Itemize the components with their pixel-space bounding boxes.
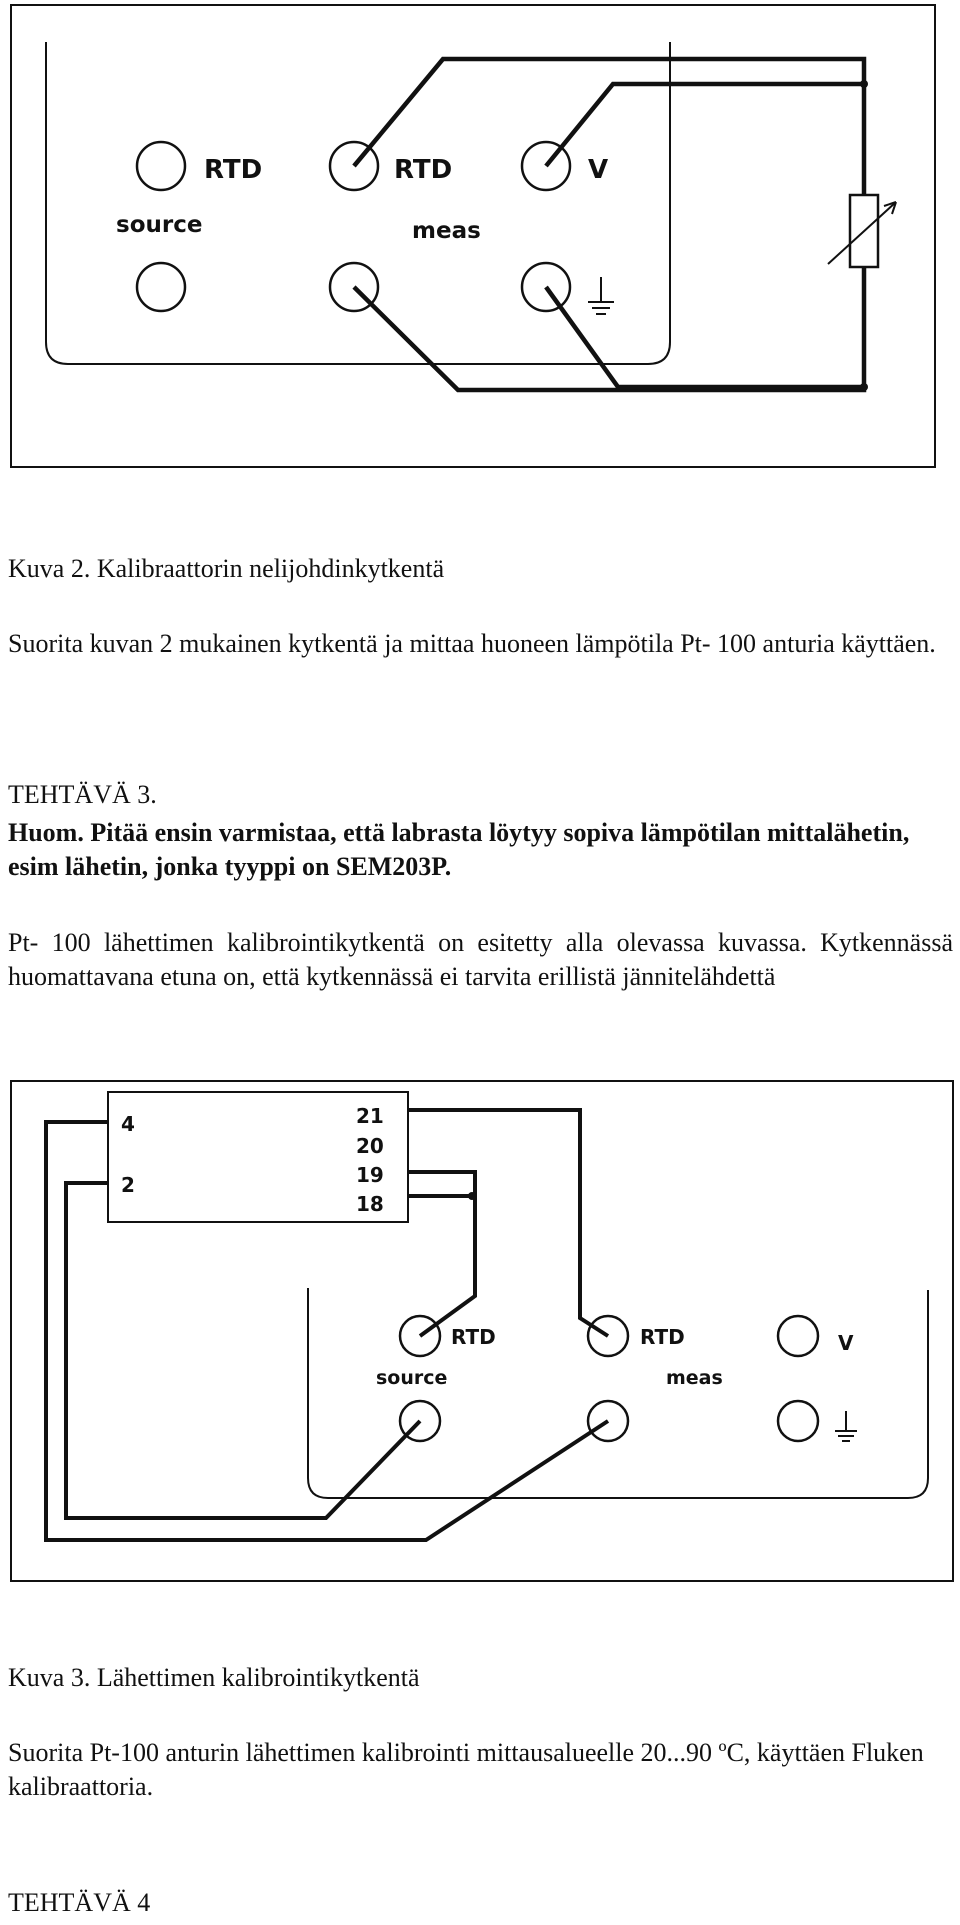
paragraph-task-2: Suorita kuvan 2 mukainen kytkentä ja mittaa huoneen lämpötila Pt- 100 anturia käyttäen.: [8, 629, 936, 658]
rtd-meas-label: RTD: [640, 1325, 685, 1349]
task-3-heading: TEHTÄVÄ 3.: [8, 780, 157, 809]
source-label: source: [376, 1367, 448, 1389]
paragraph-task-3: Pt- 100 lähettimen kalibrointikytkentä on esitetty alla olevassa kuvassa. Kytkennässä huomattavana etuna on, että kytkennässä ei tarvita erillistä jännitelähdettä: [8, 928, 953, 991]
rtd-source-label: RTD: [204, 155, 263, 185]
junction-dot: [860, 383, 868, 391]
meas-label: meas: [666, 1367, 723, 1389]
v-label: V: [838, 1331, 854, 1355]
caption-figure-2: Kuva 2. Kalibraattorin nelijohdinkytkentä: [8, 554, 445, 583]
source-label: source: [116, 212, 203, 238]
transmitter-terminal-19: 19: [356, 1163, 384, 1187]
rtd-meas-label: RTD: [394, 155, 453, 185]
figure-1-svg: [8, 2, 938, 472]
rtd-source-label: RTD: [451, 1325, 496, 1349]
transmitter-terminal-18: 18: [356, 1192, 384, 1216]
note-paragraph: Huom. Pitää ensin varmistaa, että labrasta löytyy sopiva lämpötilan mittalähetin, esim lähetin, jonka tyyppi on SEM203P.: [8, 818, 910, 881]
meas-label: meas: [412, 218, 481, 244]
terminal-icon: [137, 263, 185, 311]
junction-dot: [468, 1192, 476, 1200]
paragraph-calibration: Suorita Pt-100 anturin lähettimen kalibrointi mittausalueelle 20...90 ºC, käyttäen Fluken kalibraattoria.: [8, 1738, 924, 1801]
transmitter-terminal-4: 4: [121, 1112, 135, 1136]
transmitter-terminal-20: 20: [356, 1134, 384, 1158]
transmitter-terminal-21: 21: [356, 1104, 384, 1128]
figure-2-transmitter-calibration: [8, 1078, 956, 1584]
terminal-icon: [137, 142, 185, 190]
task-4-heading: TEHTÄVÄ 4: [8, 1888, 151, 1917]
terminal-icon: [778, 1316, 818, 1356]
terminal-icon: [778, 1401, 818, 1441]
caption-figure-3: Kuva 3. Lähettimen kalibrointikytkentä: [8, 1663, 420, 1692]
transmitter-terminal-2: 2: [121, 1173, 135, 1197]
figure-1-four-wire-connection: [8, 2, 938, 472]
junction-dot: [860, 80, 868, 88]
v-label: V: [588, 155, 609, 185]
figure-2-svg: [8, 1078, 956, 1584]
